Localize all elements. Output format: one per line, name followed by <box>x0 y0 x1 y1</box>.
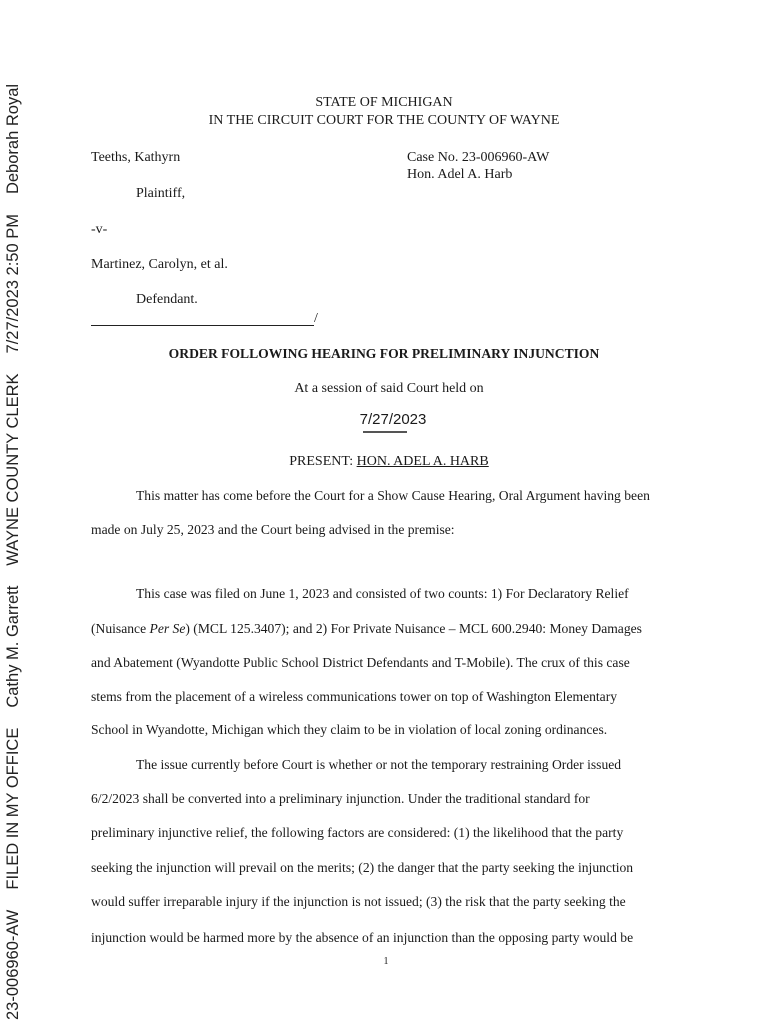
state-heading: STATE OF MICHIGAN <box>315 95 453 110</box>
p1-line-1: This case was filed on June 1, 2023 and consisted of two counts: 1) For Declaratory Relief <box>136 586 629 601</box>
stamp-office: WAYNE COUNTY CLERK <box>4 373 22 566</box>
court-heading: IN THE CIRCUIT COURT FOR THE COUNTY OF WAYNE <box>208 113 560 128</box>
present-line <box>5 454 768 470</box>
p1-line-2-italic: Per Se <box>149 621 186 636</box>
order-title: ORDER FOLLOWING HEARING FOR PRELIMINARY INJUNCTION <box>168 346 600 361</box>
plaintiff-name: Teeths, Kathyrn <box>91 150 181 165</box>
stamp-deputy: Deborah Royal <box>4 83 22 195</box>
page-number: 1 <box>383 956 389 967</box>
plaintiff-role: Plaintiff, <box>136 186 186 201</box>
intro-line-1: This matter has come before the Court for a Show Cause Hearing, Oral Argument having been <box>136 488 650 503</box>
session-text: At a session of said Court held on <box>294 381 484 396</box>
p1-line-2-b: ) (MCL 125.3407); and 2) For Private Nuisance – MCL 600.2940: Money Damages <box>185 621 642 636</box>
p1-line-2 <box>91 621 681 637</box>
session-date: 7/27/2023 <box>359 411 427 428</box>
p2-line-2: 6/2/2023 shall be converted into a preliminary injunction. Under the traditional standard for <box>91 791 590 806</box>
stamp-filed: FILED IN MY OFFICE <box>4 727 22 890</box>
p2-line-1: The issue currently before Court is whether or not the temporary restraining Order issued <box>136 757 622 772</box>
caption-rule <box>91 325 314 326</box>
p1-line-5: School in Wyandotte, Michigan which they claim to be in violation of local zoning ordinances. <box>91 722 608 737</box>
present-judge: HON. ADEL A. HARB <box>356 454 489 469</box>
p2-line-6: injunction would be harmed more by the absence of an injunction than the opposing party would be <box>91 930 634 945</box>
intro-line-2: made on July 25, 2023 and the Court being advised in the premise: <box>91 522 455 537</box>
versus: -v- <box>91 222 108 237</box>
p2-line-4: seeking the injunction will prevail on the merits; (2) the danger that the party seeking the injunction <box>91 860 634 875</box>
p2-line-5: would suffer irreparable injury if the injunction is not issued; (3) the risk that the party seeking the <box>91 894 626 909</box>
case-number: Case No. 23-006960-AW <box>407 150 550 165</box>
defendant-name: Martinez, Carolyn, et al. <box>91 257 228 272</box>
caption-rule-end: / <box>314 311 318 326</box>
p1-line-4: stems from the placement of a wireless communications tower on top of Washington Elementary <box>91 689 618 704</box>
present-label: PRESENT: <box>289 454 357 469</box>
stamp-timestamp: 7/27/2023 2:50 PM <box>4 214 22 354</box>
signature-underline <box>363 431 407 433</box>
stamp-case: 23-006960-AW <box>4 909 22 1020</box>
stamp-clerk-name: Cathy M. Garrett <box>4 585 22 708</box>
p2-line-3: preliminary injunctive relief, the following factors are considered: (1) the likelihood that the party <box>91 825 624 840</box>
p1-line-2-a: (Nuisance <box>91 621 150 636</box>
filing-stamp <box>0 0 26 1024</box>
p1-line-3: and Abatement (Wyandotte Public School District Defendants and T-Mobile). The crux of this case <box>91 655 630 670</box>
defendant-role: Defendant. <box>136 292 198 307</box>
judge-name: Hon. Adel A. Harb <box>407 167 513 182</box>
